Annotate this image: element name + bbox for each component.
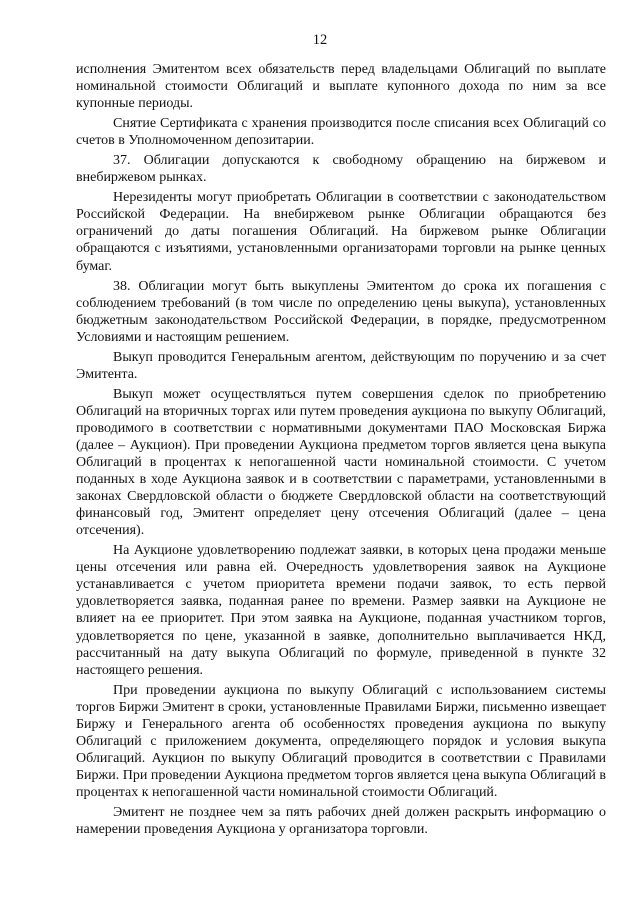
paragraph-exchange-auction: При проведении аукциона по выкупу Облигаций с использованием системы торгов Биржи Эмитент в сроки, установленные Правилами Биржи, письменно извещает Биржу и Генерального агента об особенностях проведения аукциона по выкупу Облигаций с приложением документа, определяющего порядок и условия выкупа Облигаций. Аукцион по выкупу Облигаций проводится в соответствии с Правилами Биржи. При проведении Аукциона предметом торгов является цена выкупа Облигаций в процентах к непогашенной части номинальной стоимости Облигаций. <box>76 682 606 800</box>
paragraph-continuation: исполнения Эмитентом всех обязательств перед владельцами Облигаций по выплате номинальной стоимости Облигаций и выплате купонного дохода по ним за все купонные периоды. <box>76 62 606 112</box>
paragraph-38-buyback: 38. Облигации могут быть выкуплены Эмитентом до срока их погашения с соблюдением требований (в том числе по определению цены выкупа), установленных бюджетным законодательством Российской Федерации, в порядке, предусмотренном Условиями и настоящим решением. <box>76 278 606 345</box>
paragraph-buyback-methods: Выкуп может осуществляться путем совершения сделок по приобретению Облигаций на вторичных торгах или путем проведения аукциона по выкупу Облигаций, проводимого в соответствии с нормативными документами ПАО Московская Биржа (далее – Аукцион). При проведении Аукциона предметом торгов является цена выкупа Облигаций в процентах к непогашенной части номинальной стоимости. С учетом поданных в ходе Аукциона заявок и в соответствии с параметрами, установленными в законах Свердловской области о бюджете Свердловской области на соответствующий финансовый год, Эмитент определяет цену отсечения Облигаций (далее – цена отсечения). <box>76 386 606 539</box>
paragraph-auction-orders: На Аукционе удовлетворению подлежат заявки, в которых цена продажи меньше цены отсечения или равна ей. Очередность удовлетворения заявок на Аукционе устанавливается с учетом приоритета времени подачи заявок, то есть первой удовлетворяется заявка, поданная ранее по времени. Размер заявки на Аукционе не влияет на ее приоритет. При этом заявка на Аукционе, поданная участником торгов, удовлетворяется по цене, указанной в заявке, дополнительно выплачивается НКД, рассчитанный на дату выкупа Облигаций по формуле, приведенной в пункте 32 настоящего решения. <box>76 543 606 678</box>
paragraph-nonresidents: Нерезиденты могут приобретать Облигации в соответствии с законодательством Российской Федерации. На внебиржевом рынке Облигации обращаются без ограничений до даты погашения Облигаций. На биржевом рынке Облигации обращаются с изъятиями, установленными организаторами торговли на рынке ценных бумаг. <box>76 190 606 274</box>
document-body <box>76 61 606 841</box>
paragraph-37-circulation: 37. Облигации допускаются к свободному обращению на биржевом и внебиржевом рынках. <box>76 153 606 186</box>
paragraph-general-agent: Выкуп проводится Генеральным агентом, действующим по поручению и за счет Эмитента. <box>76 349 606 382</box>
page-number: 12 <box>312 32 328 48</box>
paragraph-certificate-removal: Снятие Сертификата с хранения производится после списания всех Облигаций со счетов в Уполномоченном депозитарии. <box>76 116 606 149</box>
paragraph-disclosure: Эмитент не позднее чем за пять рабочих дней должен раскрыть информацию о намерении проведения Аукциона у организатора торговли. <box>76 804 606 838</box>
